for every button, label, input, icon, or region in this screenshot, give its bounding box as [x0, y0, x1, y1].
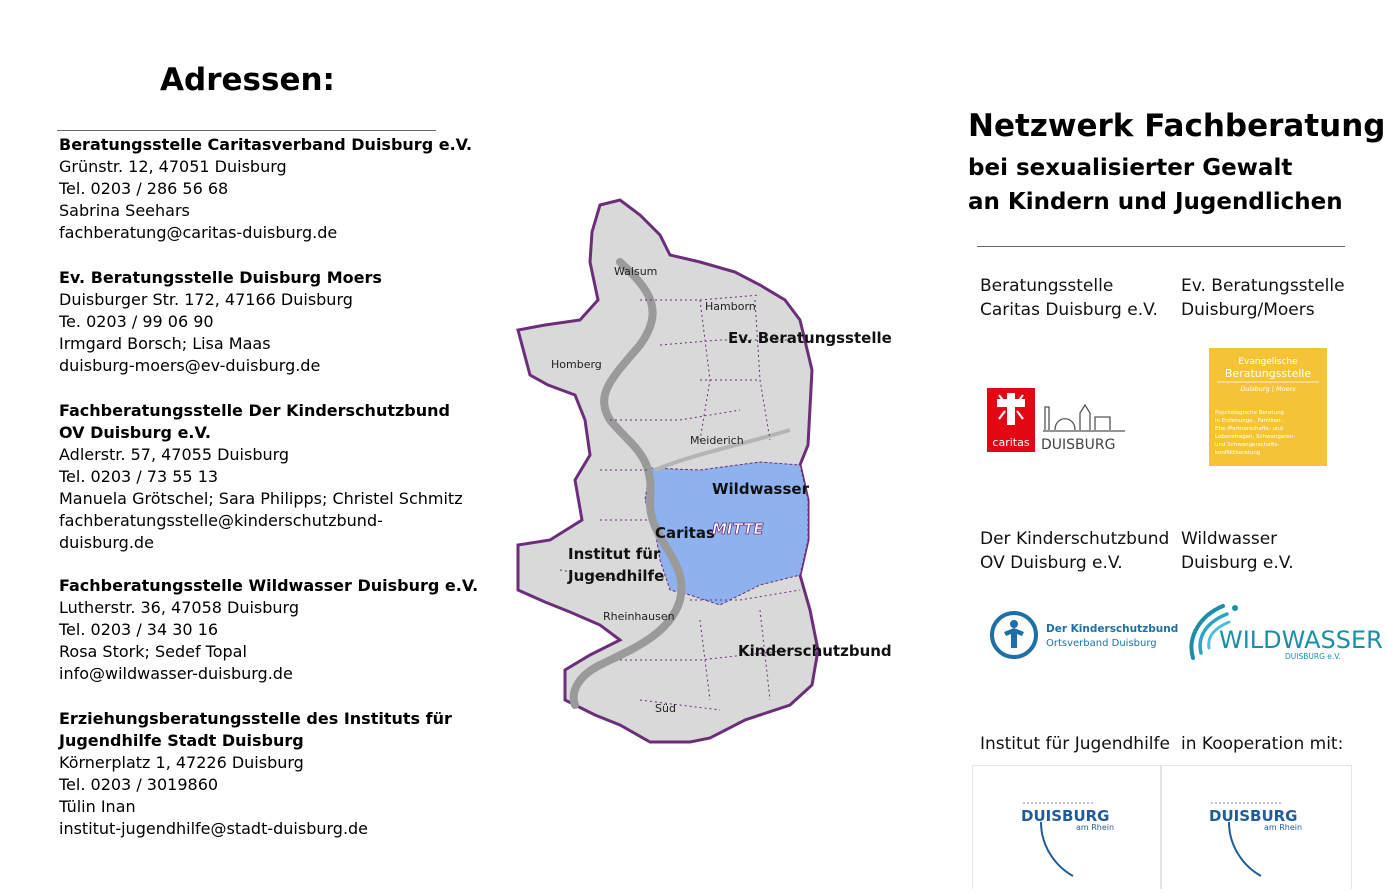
district-label: Homberg — [551, 358, 602, 371]
duisburg-sub: am Rhein — [1264, 823, 1303, 832]
address-street: Lutherstr. 36, 47058 Duisburg — [59, 598, 300, 617]
district-label: Rheinhausen — [603, 610, 675, 623]
kinderschutzbund-logo — [985, 608, 1179, 663]
network-title: Netzwerk Fachberatung — [968, 108, 1386, 144]
right-divider — [977, 246, 1345, 247]
address-email[interactable]: duisburg.de — [59, 533, 154, 552]
address-contact: Rosa Stork; Sedef Topal — [59, 642, 247, 661]
duisburg-word: DUISBURG — [1021, 807, 1110, 825]
address-name: Jugendhilfe Stadt Duisburg — [59, 731, 304, 750]
partner-line: Der Kinderschutzbund — [980, 529, 1170, 549]
duisburg-sub: am Rhein — [1076, 823, 1115, 832]
partner-kooperation: in Kooperation mit: — [1181, 734, 1344, 754]
address-phone: Tel. 0203 / 73 55 13 — [59, 467, 219, 486]
ev-logo-desc: in Erziehungs-, Familien-, — [1215, 418, 1285, 424]
map-label-institut: Institut für — [568, 545, 661, 563]
address-block-institut — [59, 708, 459, 840]
partner-institut: Institut für Jugendhilfe — [980, 734, 1170, 754]
duisburg-logo-institut — [972, 765, 1162, 889]
address-email[interactable]: fachberatungsstelle@kinderschutzbund- — [59, 511, 383, 530]
address-email[interactable]: duisburg-moers@ev-duisburg.de — [59, 356, 321, 375]
address-name: Ev. Beratungsstelle Duisburg Moers — [59, 268, 382, 287]
address-contact: Irmgard Borsch; Lisa Maas — [59, 334, 271, 353]
ev-logo-desc: Ehe-/Partnerschafts- und — [1215, 426, 1283, 432]
address-name: OV Duisburg e.V. — [59, 423, 211, 442]
wildwasser-word: WILDWASSER — [1219, 626, 1383, 654]
ev-logo-line: Beratungsstelle — [1224, 367, 1312, 380]
partner-ev — [1181, 274, 1345, 322]
address-street: Körnerplatz 1, 47226 Duisburg — [59, 753, 304, 772]
partner-line: Duisburg e.V. — [1181, 553, 1294, 573]
duisburg-logo-kooperation — [1160, 765, 1352, 889]
ev-logo-line: Evangelische — [1238, 357, 1298, 367]
partner-line: Ev. Beratungsstelle — [1181, 276, 1345, 296]
partner-line: Caritas Duisburg e.V. — [980, 300, 1158, 320]
left-divider — [57, 130, 436, 131]
kinderschutzbund-logo-line: Ortsverband Duisburg — [1046, 638, 1157, 649]
address-phone: Tel. 0203 / 3019860 — [59, 775, 219, 794]
map-label-caritas: Caritas — [655, 524, 715, 542]
address-email[interactable]: institut-jugendhilfe@stadt-duisburg.de — [59, 819, 369, 838]
address-name: Beratungsstelle Caritasverband Duisburg e.V. — [59, 135, 473, 154]
address-email[interactable]: fachberatung@caritas-duisburg.de — [59, 223, 338, 242]
address-street: Grünstr. 12, 47051 Duisburg — [59, 157, 287, 176]
network-subtitle: an Kindern und Jugendlichen — [968, 189, 1343, 215]
caritas-word: caritas — [992, 436, 1030, 449]
addresses-title: Adressen: — [160, 62, 335, 98]
address-contact: Sabrina Seehars — [59, 201, 190, 220]
wildwasser-logo — [1185, 598, 1383, 668]
address-name: Fachberatungsstelle Der Kinderschutzbund — [59, 401, 450, 420]
address-contact: Manuela Grötschel; Sara Philipps; Christel Schmitz — [59, 489, 463, 508]
caritas-logo — [985, 385, 1130, 455]
address-name: Fachberatungsstelle Wildwasser Duisburg e.V. — [59, 576, 479, 595]
caritas-city: DUISBURG — [1041, 437, 1116, 453]
ev-beratungsstelle-logo — [1209, 348, 1327, 466]
address-phone: Tel. 0203 / 286 56 68 — [59, 179, 229, 198]
network-subtitle: bei sexualisierter Gewalt — [968, 155, 1293, 181]
map-label-kinderschutzbund: Kinderschutzbund — [738, 642, 892, 660]
partner-kinderschutzbund — [980, 527, 1169, 575]
partner-line: OV Duisburg e.V. — [980, 553, 1123, 573]
address-block-kinderschutzbund — [59, 400, 463, 554]
map-label-institut: Jugendhilfe — [568, 567, 665, 585]
district-label: Hamborn — [705, 300, 756, 313]
partner-caritas — [980, 274, 1158, 322]
ev-logo-desc: und Schwangerschafts- — [1215, 442, 1280, 448]
district-label: Walsum — [614, 265, 658, 278]
address-phone: Te. 0203 / 99 06 90 — [59, 312, 214, 331]
wildwasser-sub: DUISBURG e.V. — [1285, 652, 1341, 661]
address-contact: Tülin Inan — [59, 797, 136, 816]
partner-line: Beratungsstelle — [980, 276, 1114, 296]
address-street: Duisburger Str. 172, 47166 Duisburg — [59, 290, 353, 309]
district-label: Meiderich — [690, 434, 744, 447]
ev-logo-desc: Lebensfragen, Schwangeren- — [1215, 434, 1296, 440]
duisburg-district-map — [510, 195, 900, 745]
partner-line: Duisburg/Moers — [1181, 300, 1315, 320]
partner-line: Wildwasser — [1181, 529, 1278, 549]
address-block-ev — [59, 267, 459, 377]
ev-logo-desc: Psychologische Beratung — [1215, 410, 1285, 416]
partner-wildwasser — [1181, 527, 1294, 575]
address-street: Adlerstr. 57, 47055 Duisburg — [59, 445, 290, 464]
address-block-caritas — [59, 134, 473, 244]
address-name: Erziehungsberatungsstelle des Instituts für — [59, 709, 452, 728]
ev-logo-desc: konfliktberatung — [1215, 450, 1261, 456]
map-label-mitte: MITTE — [712, 520, 764, 538]
kinderschutzbund-logo-line: Der Kinderschutzbund — [1046, 623, 1179, 635]
address-block-wildwasser — [59, 575, 479, 685]
ev-logo-line: Duisburg | Moers — [1240, 385, 1296, 393]
district-label: Süd — [655, 702, 676, 715]
address-phone: Tel. 0203 / 34 30 16 — [59, 620, 219, 639]
duisburg-word: DUISBURG — [1209, 807, 1298, 825]
map-label-ev: Ev. Beratungsstelle — [728, 329, 892, 347]
map-label-wildwasser: Wildwasser — [712, 480, 809, 498]
address-email[interactable]: info@wildwasser-duisburg.de — [59, 664, 293, 683]
